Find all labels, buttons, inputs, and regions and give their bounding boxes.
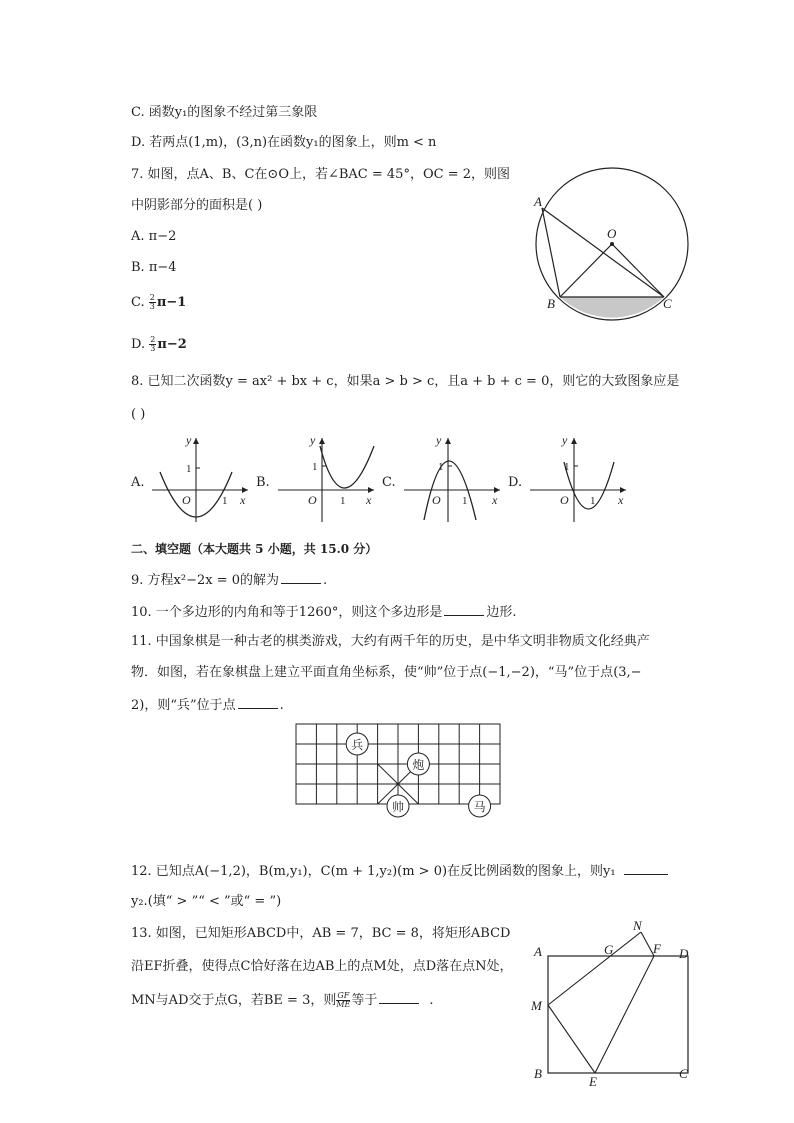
q7-option-d-rest: π−2 (157, 337, 187, 352)
label-a: A (534, 194, 542, 209)
radius-oc (612, 244, 664, 297)
q8-option-b-label: B. (256, 475, 270, 490)
q7-option-b: B. π−4 (131, 260, 177, 275)
q8-graph-c (400, 432, 505, 524)
svg-text:B: B (534, 1066, 542, 1081)
label-b: B (547, 296, 555, 311)
q13-end: . (429, 993, 434, 1008)
q6-option-c: C. 函数y₁的图象不经过第三象限 (131, 105, 318, 120)
svg-text:帅: 帅 (391, 800, 405, 814)
q7-option-d-label: D. (131, 337, 146, 352)
svg-text:1: 1 (438, 461, 444, 473)
svg-text:1: 1 (564, 461, 570, 473)
segment-ef (595, 956, 654, 1073)
q7-option-a: A. π−2 (131, 229, 177, 244)
svg-text:E: E (589, 1074, 597, 1089)
q8-stem-line1: 8. 已知二次函数y = ax² + bx + c，如果a > b > c，且a + b + c = 0，则它的大致图象应是 (131, 374, 680, 389)
q10-stem (131, 603, 517, 622)
q9-end: . (323, 573, 328, 588)
answer-blank[interactable] (281, 571, 321, 584)
answer-blank[interactable] (444, 603, 484, 616)
svg-text:O: O (432, 493, 441, 507)
q12-stem-line1 (131, 862, 670, 881)
fraction-denominator: 3 (150, 344, 156, 353)
svg-text:A: A (534, 944, 542, 959)
q7-option-c-rest: π−1 (156, 295, 187, 310)
q13-stem-line1: 13. 如图，已知矩形ABCD中，AB = 7，BC = 8，将矩形ABCD (131, 926, 511, 941)
q8-option-a-label: A. (131, 475, 145, 490)
svg-text:F: F (653, 941, 661, 956)
svg-text:M: M (531, 998, 542, 1013)
svg-text:1: 1 (340, 495, 346, 507)
piece-shuai (387, 795, 409, 817)
svg-text:炮: 炮 (412, 758, 425, 772)
chord-ab (542, 208, 560, 297)
label-o: O (607, 226, 617, 241)
fraction-numerator: GF (337, 991, 350, 1000)
q7-circle-figure (530, 166, 695, 326)
q11-text: 2)，则“兵”位于点 (131, 698, 236, 713)
q7-option-d-fraction (149, 336, 156, 353)
piece-bing (346, 733, 368, 755)
segment-me (548, 1005, 595, 1073)
svg-text:O: O (182, 493, 191, 507)
svg-text:O: O (308, 493, 317, 507)
xiangqi-board (290, 720, 506, 824)
piece-ma (469, 795, 491, 817)
q13-stem-line3 (131, 991, 434, 1010)
q13-stem-line2: 沿EF折叠，使得点C恰好落在边AB上的点M处，点D落在点N处， (131, 959, 513, 974)
fraction-denominator: 3 (149, 302, 155, 311)
q11-stem-line2: 物．如图，若在象棋盘上建立平面直角坐标系，使“帅”位于点(−1,−2)，“马”位于点(3,− (131, 665, 642, 680)
q7-option-c-label: C. (131, 295, 145, 310)
radius-ob (560, 244, 612, 297)
svg-text:y: y (562, 433, 568, 447)
section-title: 二、填空题（本大题共 5 小题，共 15.0 分） (131, 542, 378, 556)
q8-option-c-label: C. (382, 475, 396, 490)
q7-stem-line1: 7. 如图，点A、B、C在⊙O上，若∠BAC = 45°，OC = 2，则图 (131, 167, 510, 182)
label-c: C (663, 296, 672, 311)
svg-text:D: D (679, 946, 689, 961)
svg-text:1: 1 (312, 461, 318, 473)
svg-text:x: x (366, 493, 372, 507)
q8-stem-line2: ( ) (131, 407, 146, 422)
q13-text: MN与AD交于点G，若BE = 3，则 (131, 993, 337, 1008)
piece-pao (407, 753, 429, 775)
svg-text:马: 马 (473, 800, 486, 814)
q10-end: 边形. (486, 605, 517, 620)
q11-end: . (279, 698, 284, 713)
svg-text:兵: 兵 (351, 738, 364, 752)
q6-option-d: D. 若两点(1,m)，(3,n)在函数y₁的图象上，则m < n (131, 135, 437, 150)
q8-option-d-label: D. (508, 475, 523, 490)
q7-option-c (131, 294, 186, 312)
svg-text:1: 1 (222, 495, 228, 507)
fraction-numerator: 2 (149, 293, 155, 302)
answer-blank[interactable] (238, 696, 278, 709)
q7-option-c-fraction (149, 294, 156, 311)
svg-text:O: O (560, 493, 569, 507)
svg-text:1: 1 (186, 463, 192, 475)
q7-option-d (131, 336, 187, 354)
svg-text:y: y (310, 433, 316, 447)
q10-text: 10. 一个多边形的内角和等于1260°，则这个多边形是 (131, 605, 443, 620)
q8-graph-b (274, 432, 379, 524)
q8-graph-d (526, 432, 631, 524)
q8-graph-a (148, 432, 253, 524)
q9-text: 9. 方程x²−2x = 0的解为 (131, 573, 280, 588)
q7-stem-line2: 中阴影部分的面积是( ) (131, 198, 263, 213)
svg-text:N: N (633, 918, 642, 933)
svg-text:1: 1 (590, 495, 596, 507)
parabola-d (564, 462, 614, 509)
shaded-segment (560, 297, 664, 318)
q13-fraction (336, 992, 350, 1009)
svg-text:G: G (604, 942, 614, 957)
svg-text:C: C (679, 1066, 688, 1081)
q12-text: 12. 已知点A(−1,2)，B(m,y₁)，C(m + 1,y₂)(m > 0)在反比例函数的图象上，则y₁ (131, 864, 616, 879)
parabola-b (320, 446, 374, 488)
answer-blank[interactable] (624, 862, 668, 875)
svg-text:x: x (618, 493, 624, 507)
svg-text:x: x (492, 493, 498, 507)
q13-rectangle-figure (528, 918, 698, 1089)
answer-blank[interactable] (379, 991, 419, 1004)
center-point (610, 242, 614, 246)
fraction-denominator: ME (336, 1000, 351, 1009)
q11-stem-line1: 11. 中国象棋是一种古老的棋类游戏，大约有两千年的历史，是中华文明非物质文化经典产 (131, 634, 650, 649)
q9-stem (131, 571, 327, 590)
svg-text:x: x (240, 493, 246, 507)
fraction-numerator: 2 (150, 335, 156, 344)
q13-text-after: 等于 (351, 993, 378, 1008)
svg-text:1: 1 (462, 495, 468, 507)
q12-stem-line2: y₂.(填“ > ”“ < ”或“ = ”) (131, 894, 282, 909)
segment-mn (548, 932, 641, 1005)
svg-text:y: y (436, 433, 442, 447)
svg-text:y: y (186, 433, 192, 447)
q11-stem-line3 (131, 696, 284, 715)
